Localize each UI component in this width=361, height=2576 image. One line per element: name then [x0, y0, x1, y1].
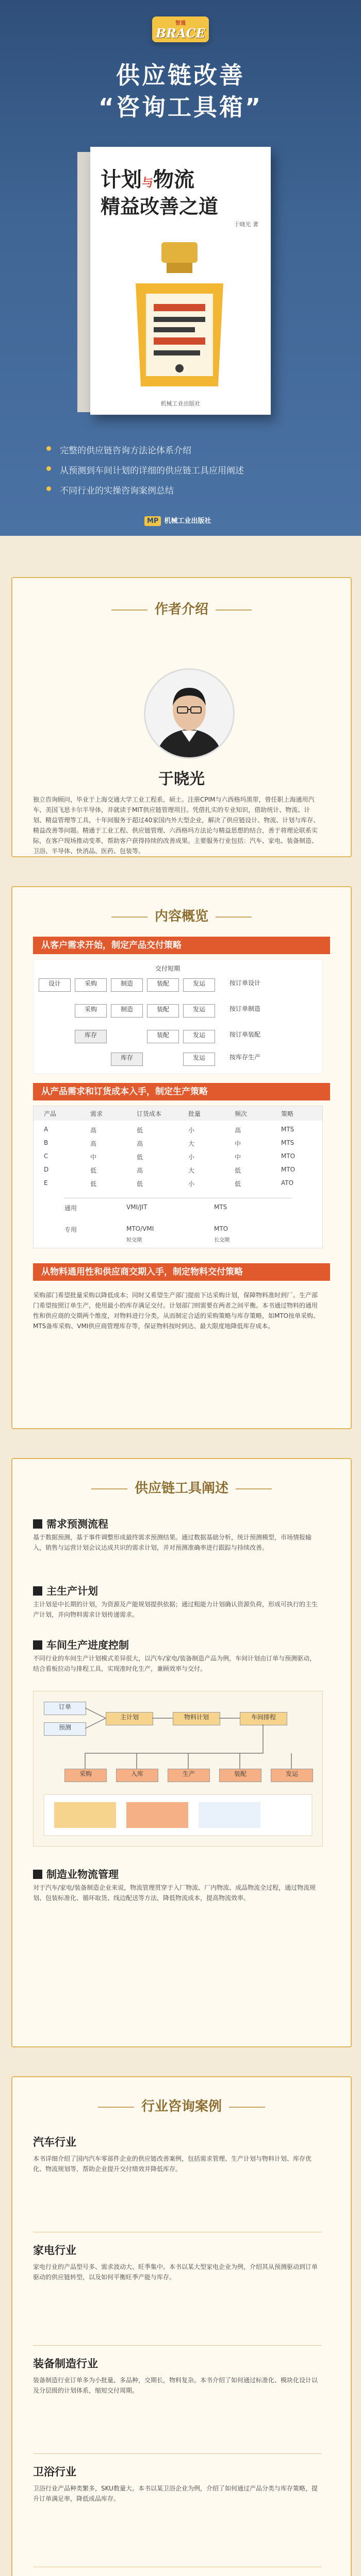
table-header [34, 1106, 322, 1121]
table-cell: 高 [90, 1140, 97, 1147]
workshop-control-diagram [33, 1691, 323, 1846]
diagram-node: 主计划 [106, 1712, 153, 1725]
case-item [33, 2134, 322, 2174]
book-spine [77, 152, 90, 412]
material-matrix [64, 1198, 291, 1245]
title-divider-left [91, 1488, 127, 1489]
cases-section-title [12, 2096, 351, 2115]
table-cell: MTS [281, 1139, 294, 1146]
overview-banner-2: 从产品需求和订货成本入手，制定生产策略 [33, 1083, 330, 1100]
diagram-node: 生产 [168, 1769, 210, 1782]
case-divider [33, 2453, 322, 2454]
book-title-b: 物流 [153, 168, 195, 192]
matrix-cell: MTS [214, 1204, 227, 1211]
flow-box-assemble: 装配 [147, 978, 179, 992]
table-row [34, 1126, 322, 1136]
flow-box-ship: 发运 [183, 1030, 215, 1043]
author-bio: 独立咨询顾问，毕业于上海交通大学工业工程系，硕士。注册CPIM与六西格玛黑带，曾任职上海通用汽车、美国飞思卡尔半导体，并就读于MIT供应链管理项目。凭借扎实的专业知识，借助统计、物流、计划、精益管理等工具，十年间服务于超过40家国内外大型企业，解决了供应链设计、物流、计划与库存、精益改善等问题。精通于工业工程、供应链管理、六西格玛方法论与精益思想的结合，善于将理论联系实际，在客户现场推动变革，帮助客户获得持续的改善成果。主要服务行业包括：汽车、家电、装备制造、卫浴、半导体、快消品、医药、包装等。 [33, 796, 320, 855]
diagram-node: 采购 [64, 1769, 107, 1782]
overview-banner-1: 从客户需求开始，制定产品交付策略 [33, 937, 330, 954]
table-cell: 高 [235, 1127, 241, 1134]
hero-bullet: 从预测到车间计划的详细的供应链工具应用阐述 [46, 463, 244, 476]
table-cell: 大 [188, 1140, 195, 1147]
flow-strategy-eto: 按订单设计 [229, 978, 291, 991]
table-cell: D [44, 1166, 49, 1173]
case-heading: 家电行业 [33, 2244, 76, 2257]
tool-heading [33, 1866, 119, 1881]
table-cell: 中 [235, 1154, 241, 1161]
table-cell: ATO [281, 1179, 294, 1187]
flow-box-make: 制造 [111, 1004, 143, 1018]
title-divider-right [236, 1488, 272, 1489]
tool-heading-text: 车间生产进度控制 [46, 1639, 129, 1651]
flow-strategy-mto: 按订单制造 [229, 1004, 291, 1016]
tool-heading [33, 1583, 98, 1598]
book-title-a: 计划 [101, 168, 142, 192]
publisher-mark: MP [144, 516, 161, 526]
table-cell: 低 [90, 1167, 97, 1174]
table-cell: MTO [281, 1153, 296, 1160]
square-bullet-icon [33, 1519, 42, 1529]
overview-section [11, 886, 352, 1429]
flow-box-ship: 发运 [183, 978, 215, 992]
table-cell: 小 [188, 1154, 195, 1161]
cases-section [11, 2076, 352, 2576]
hero-title-line1: 供应链改善 [116, 61, 245, 89]
table-cell: 中 [90, 1154, 97, 1161]
tool-paragraph: 基于数据预测，基于事件调整形成最终需求预测结果。通过数据基础分析，统计预测模型，市场情报输入，销售与运营计划会议达成共识的需求计划，并对预测准确率进行跟踪与持续改善。 [33, 1534, 312, 1551]
table-header-cell: 订货成本 [137, 1110, 162, 1117]
diagram-node: 车间排程 [240, 1712, 287, 1725]
flow-box-purchase: 采购 [75, 1004, 107, 1018]
product-strategy-table [33, 1106, 323, 1248]
book-author: 于晓光 著 [234, 221, 258, 228]
author-name: 于晓光 [158, 770, 205, 788]
title-divider-right [229, 2107, 265, 2108]
case-heading: 装备制造行业 [33, 2358, 98, 2370]
brand-small-text: 智通 [175, 21, 186, 26]
case-divider [33, 2345, 322, 2346]
author-title-text: 作者介绍 [154, 602, 208, 617]
table-cell: 小 [188, 1127, 195, 1134]
tool-heading [33, 1516, 108, 1531]
title-divider-left [111, 917, 147, 918]
diagram-node: 订单 [44, 1702, 86, 1715]
square-bullet-icon [33, 1640, 42, 1650]
table-cell: 低 [137, 1180, 143, 1188]
table-row [34, 1153, 322, 1163]
table-cell: 大 [188, 1167, 195, 1174]
diagram-node: 物料计划 [173, 1712, 220, 1725]
title-divider-right [216, 917, 252, 918]
table-cell: 低 [137, 1154, 143, 1161]
matrix-axis-label: 长交期 [214, 1238, 229, 1243]
table-cell: 中 [235, 1140, 241, 1147]
title-divider-left [98, 2107, 134, 2108]
matrix-label: 通用 [64, 1205, 77, 1212]
book-title-mid: 与 [142, 177, 154, 190]
overview-banner-3: 从物料通用性和供应商交期入手，制定物料交付策略 [33, 1263, 330, 1281]
author-portrait [145, 670, 233, 757]
hero-bullet: 不同行业的实操咨询案例总结 [46, 483, 244, 496]
hero-title-line2: “咨询工具箱” [98, 93, 263, 121]
flow-box-stock: 库存 [111, 1053, 143, 1066]
diagram-node: 预测 [44, 1722, 86, 1736]
square-bullet-icon [33, 1586, 42, 1596]
matrix-label: 专用 [64, 1226, 77, 1233]
case-paragraph: 家电行业的产品型号多、需求波动大、旺季集中。本书以某大型家电企业为例，介绍其从预测驱动到订单驱动的供应链转型，以及如何平衡旺季产能与库存。 [33, 2263, 318, 2281]
table-cell: MTS [281, 1126, 294, 1133]
book-title-line1 [101, 163, 194, 193]
author-section-title [12, 599, 351, 618]
flow-box-design: 设计 [39, 978, 71, 992]
table-row [34, 1166, 322, 1176]
book-title-line2: 精益改善之道 [101, 195, 219, 218]
case-item [33, 2242, 322, 2282]
table-cell: B [44, 1139, 48, 1146]
tool-paragraph: 主计划是中长期的计划，为资源及产能规划提供依据；通过粗能力计划确认资源负荷，形成可执行的主生产计划，并向物料需求计划传递需求。 [33, 1601, 318, 1618]
table-cell: 高 [90, 1127, 97, 1134]
author-photo [144, 668, 235, 759]
table-header-cell: 频次 [235, 1110, 248, 1117]
publisher-name: 机械工业出版社 [164, 517, 211, 525]
table-cell: 低 [137, 1127, 143, 1134]
table-cell: 高 [137, 1167, 143, 1174]
tool-heading-text: 需求预测流程 [46, 1518, 108, 1530]
table-cell: 高 [137, 1140, 143, 1147]
hero-bullet: 完整的供应链咨询方法论体系介绍 [46, 443, 244, 456]
table-cell: MTO [281, 1166, 296, 1173]
table-row [34, 1179, 322, 1190]
table-cell: 低 [235, 1167, 241, 1174]
flow-box-stock: 库存 [75, 1030, 107, 1043]
table-header-cell: 产品 [44, 1110, 57, 1117]
table-cell: 低 [90, 1180, 97, 1188]
table-row [34, 1139, 322, 1149]
delivery-strategy-flow [33, 959, 323, 1074]
table-cell: 低 [235, 1180, 241, 1188]
flow-box-assemble: 装配 [147, 1004, 179, 1018]
case-paragraph: 装备制造行业订单多为小批量、多品种，交期长，物料复杂。本书介绍了如何通过标准化、模块化设计以及分层级的计划体系，缩短交付周期。 [33, 2377, 318, 2394]
tools-section-title [12, 1478, 351, 1497]
author-section [11, 577, 352, 857]
tools-section [11, 1458, 352, 2047]
tool-heading-text: 制造业物流管理 [46, 1868, 119, 1880]
case-heading: 卫浴行业 [33, 2466, 76, 2478]
flow-box-purchase: 采购 [75, 978, 107, 992]
flow-strategy-ato: 按订单装配 [229, 1030, 291, 1042]
flow-box-make: 制造 [111, 978, 143, 992]
case-heading: 汽车行业 [33, 2136, 76, 2148]
table-header-cell: 策略 [281, 1110, 294, 1117]
case-paragraph: 卫浴行业产品种类繁多，SKU数量大。本书以某卫浴企业为例，介绍了如何通过产品分类与库存策略，提升订单满足率，降低成品库存。 [33, 2485, 318, 2502]
hero-banner [0, 0, 361, 536]
brand-main-text: BRACE [155, 26, 206, 41]
tool-paragraph: 不同行业的车间生产计划模式差异很大，以汽车/家电/装备制造产品为例，车间计划由订单与预测驱动，结合看板拉动与排程工具，实现准时化生产，兼顾效率与交付。 [33, 1655, 316, 1672]
hero-bullet-list [46, 443, 244, 503]
flow-strategy-mts: 按库存生产 [229, 1053, 291, 1065]
square-bullet-icon [33, 1870, 42, 1879]
overview-section-title [12, 906, 351, 925]
case-item [33, 2355, 322, 2396]
table-cell: A [44, 1126, 48, 1133]
tools-title-text: 供应链工具阐述 [134, 1481, 228, 1496]
diagram-node: 入库 [116, 1769, 158, 1782]
matrix-cell: VMI/JIT [126, 1204, 147, 1211]
table-header-cell: 批量 [188, 1110, 201, 1117]
title-divider-right [216, 609, 252, 611]
overview-paragraph-3: 采购部门希望批量采购以降低成本；同时又希望生产部门提前下达采购计划，保障物料准时到厂。生产部门希望按照订单生产，使用最小的库存满足交付。计划部门则需要在两者之间平衡。本书通过物料的通用性和供应商的交期两个维度，对物料进行分类，从而制定合适的采购策略与库存策略，如MTO按单采购、MTS备库采购、VMI供应商管理库存等，保证物料按时到达、最大限度地降低库存成本。 [33, 1292, 320, 1330]
book-publisher: 机械工业出版社 [160, 400, 201, 407]
tool-heading [33, 1637, 129, 1652]
publisher-logo [144, 515, 211, 526]
diagram-arrows [34, 1691, 322, 1846]
book-cover-art [130, 237, 228, 392]
table-header-cell: 需求 [90, 1110, 103, 1117]
matrix-cell: MTO/VMI [126, 1225, 154, 1232]
book-cover [90, 147, 271, 415]
matrix-cell: MTO [214, 1225, 228, 1232]
tool-heading-text: 主生产计划 [46, 1585, 98, 1597]
flow-box-assemble: 装配 [147, 1030, 179, 1043]
table-cell: 小 [188, 1180, 195, 1188]
table-cell: E [44, 1179, 48, 1187]
brand-logo [152, 16, 209, 42]
cases-title-text: 行业咨询案例 [141, 2099, 222, 2114]
diagram-node: 装配 [219, 1769, 261, 1782]
overview-title-text: 内容概览 [154, 909, 208, 924]
case-paragraph: 本书详细介绍了国内汽车零部件企业的供应链改善案例，包括需求管理、生产计划与物料计划、库存优化、物流规划等，帮助企业提升交付绩效并降低库存。 [33, 2155, 312, 2173]
diagram-node: 发运 [271, 1769, 313, 1782]
matrix-axis-label: 短交期 [126, 1238, 142, 1243]
table-cell: C [44, 1153, 48, 1160]
flow-box-ship: 发运 [183, 1053, 215, 1066]
title-divider-left [111, 609, 147, 611]
flow-label: 交付短期 [147, 964, 188, 976]
case-item [33, 2464, 322, 2504]
flow-box-ship: 发运 [183, 1004, 215, 1018]
tool-paragraph: 对于汽车/家电/装备制造企业来说，物流管理贯穿于入厂物流、厂内物流、成品物流全过程，通过物流规划、包装标准化、循环取货、线边配送等方法，降低物流成本，提高物流效率。 [33, 1884, 316, 1902]
